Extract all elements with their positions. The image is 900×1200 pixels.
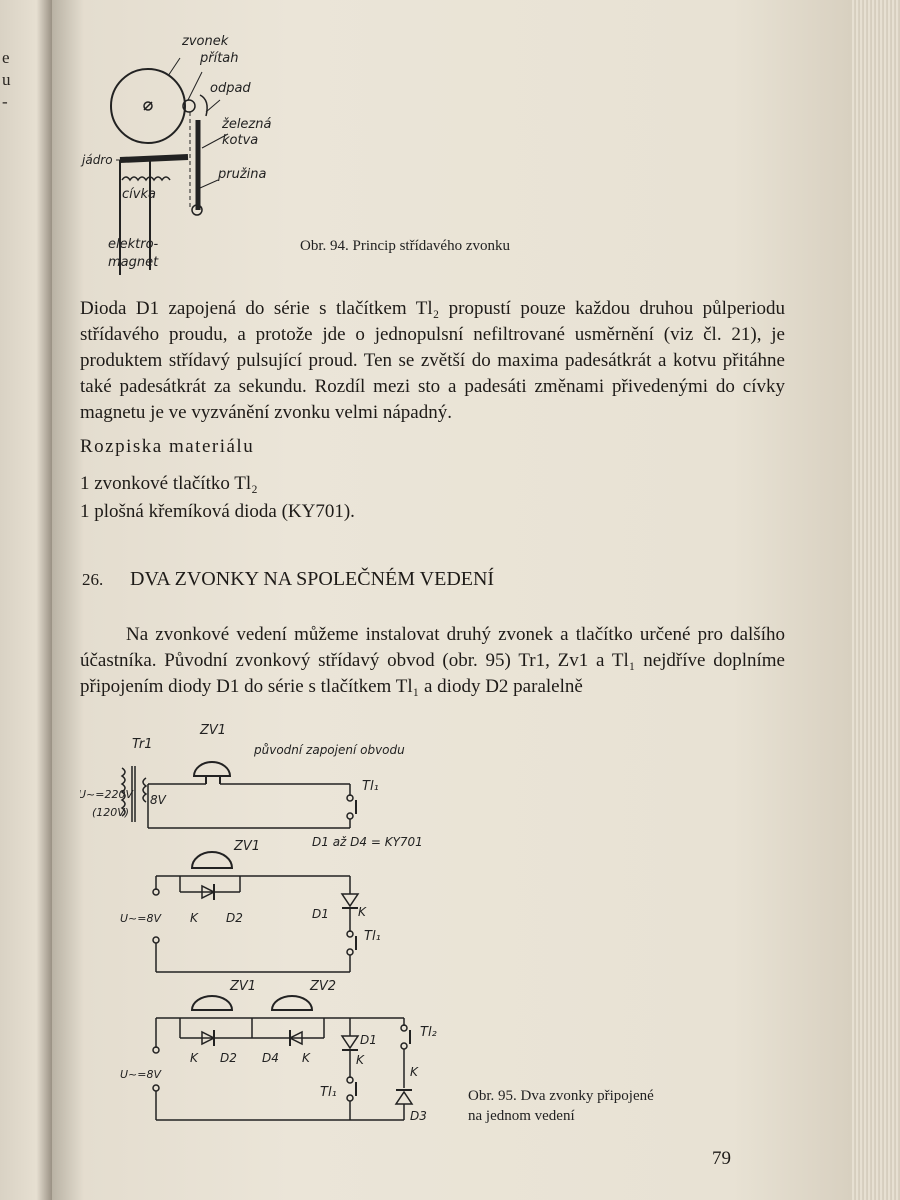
page-number: 79 xyxy=(712,1148,731,1169)
label-d1-c2: D1 xyxy=(312,907,329,921)
label-k-c3b: K xyxy=(302,1051,310,1065)
caption-line: Obr. 95. Dva zvonky připojené xyxy=(468,1088,654,1104)
label-pruzina: pružina xyxy=(218,167,267,182)
label-u220: U~=220V xyxy=(80,788,134,801)
figure-94-caption: Obr. 94. Princip střídavého zvonku xyxy=(300,238,510,254)
label-d1-c3: D1 xyxy=(360,1033,377,1047)
label-u8-c3: U~=8V xyxy=(120,1068,162,1081)
label-elektro: elektro- xyxy=(108,237,159,252)
label-odpad: odpad xyxy=(210,81,251,96)
label-tr1: Tr1 xyxy=(132,737,153,752)
label-k-c3a: K xyxy=(190,1051,198,1065)
section-title: DVA ZVONKY NA SPOLEČNÉM VEDENÍ xyxy=(130,568,495,590)
label-k-c3c: K xyxy=(356,1053,364,1067)
label-pritah: přítah xyxy=(200,51,239,66)
figure-95-circuits xyxy=(80,718,480,1133)
label-u120: (120V) xyxy=(92,806,130,819)
label-tl1-c2: Tl₁ xyxy=(364,929,381,944)
label-k-c2b: K xyxy=(358,905,366,919)
prev-page-letter: - xyxy=(2,92,8,111)
label-civka: cívka xyxy=(122,187,156,202)
paragraph-dioda: Dioda D1 zapojená do série s tlačítkem Tl₂ propustí pouze každou druhou půlperiodu střídavého proudu, a protože jde o jednopulsní nefiltrované usměrnění (viz čl. 21), je produktem střídavý pulsující proud. Ten se zvětší do maxima padesátkrát a kotvu přitáhne také padesátkrát za sekundu. Rozdíl mezi sto a padesáti změnami přivedenými do cívky magnetu je ve vyzvánění zvonku velmi nápadný. xyxy=(80,298,785,423)
label-k-c2: K xyxy=(190,911,198,925)
caption-line: na jednom vedení xyxy=(468,1108,575,1125)
label-kotva: kotva xyxy=(222,133,259,148)
label-zv1-c3: ZV1 xyxy=(230,979,257,994)
label-k-c3d: K xyxy=(410,1065,418,1079)
figure-95-caption xyxy=(468,1086,654,1127)
materials-heading: Rozpiska materiálu xyxy=(80,436,255,457)
page-stack-edges xyxy=(852,0,900,1200)
label-zvonek: zvonek xyxy=(182,34,229,49)
label-d2-c2: D2 xyxy=(226,911,243,925)
materials-list xyxy=(80,470,355,526)
section-heading xyxy=(82,568,494,591)
label-jadro: jádro xyxy=(82,153,113,167)
label-d4-c3: D4 xyxy=(262,1051,279,1065)
label-zv1-c2: ZV1 xyxy=(234,839,261,854)
list-item: 1 zvonkové tlačítko Tl₂ xyxy=(80,473,258,494)
label-zv1-c1: ZV1 xyxy=(200,723,227,738)
list-item: 1 plošná křemíková dioda (KY701). xyxy=(80,501,355,522)
label-zv2-c3: ZV2 xyxy=(310,979,337,994)
section-number: 26. xyxy=(82,570,104,589)
prev-page-letter: e xyxy=(2,48,10,67)
label-tl1-c3: Tl₁ xyxy=(320,1085,337,1100)
label-d3-c3: D3 xyxy=(410,1109,427,1123)
label-d2-c3: D2 xyxy=(220,1051,237,1065)
paragraph-dva-zvonky: Na zvonkové vedení můžeme instalovat druhý zvonek a tlačítko určené pro dalšího účastníka. Původní zvonkový střídavý obvod (obr. 95) Tr1, Zv1 a Tl₁ nejdříve doplníme připojením diody D1 do série s tlačítkem Tl₁ a diody D2 paralelně xyxy=(80,624,785,697)
label-d1d4: D1 až D4 = KY701 xyxy=(312,835,423,849)
label-tl2-c3: Tl₂ xyxy=(420,1025,437,1040)
previous-page-edge xyxy=(0,0,52,1200)
label-8v: 8V xyxy=(150,793,166,807)
label-tl1-c1: Tl₁ xyxy=(362,779,379,794)
label-zelezna: železná xyxy=(222,117,272,132)
label-puvodni: původní zapojení obvodu xyxy=(254,743,405,757)
label-magnet: magnet xyxy=(108,255,159,270)
prev-page-letter: u xyxy=(2,70,11,89)
figure-94-bell-diagram xyxy=(80,20,300,285)
label-u8-c2: U~=8V xyxy=(120,912,162,925)
